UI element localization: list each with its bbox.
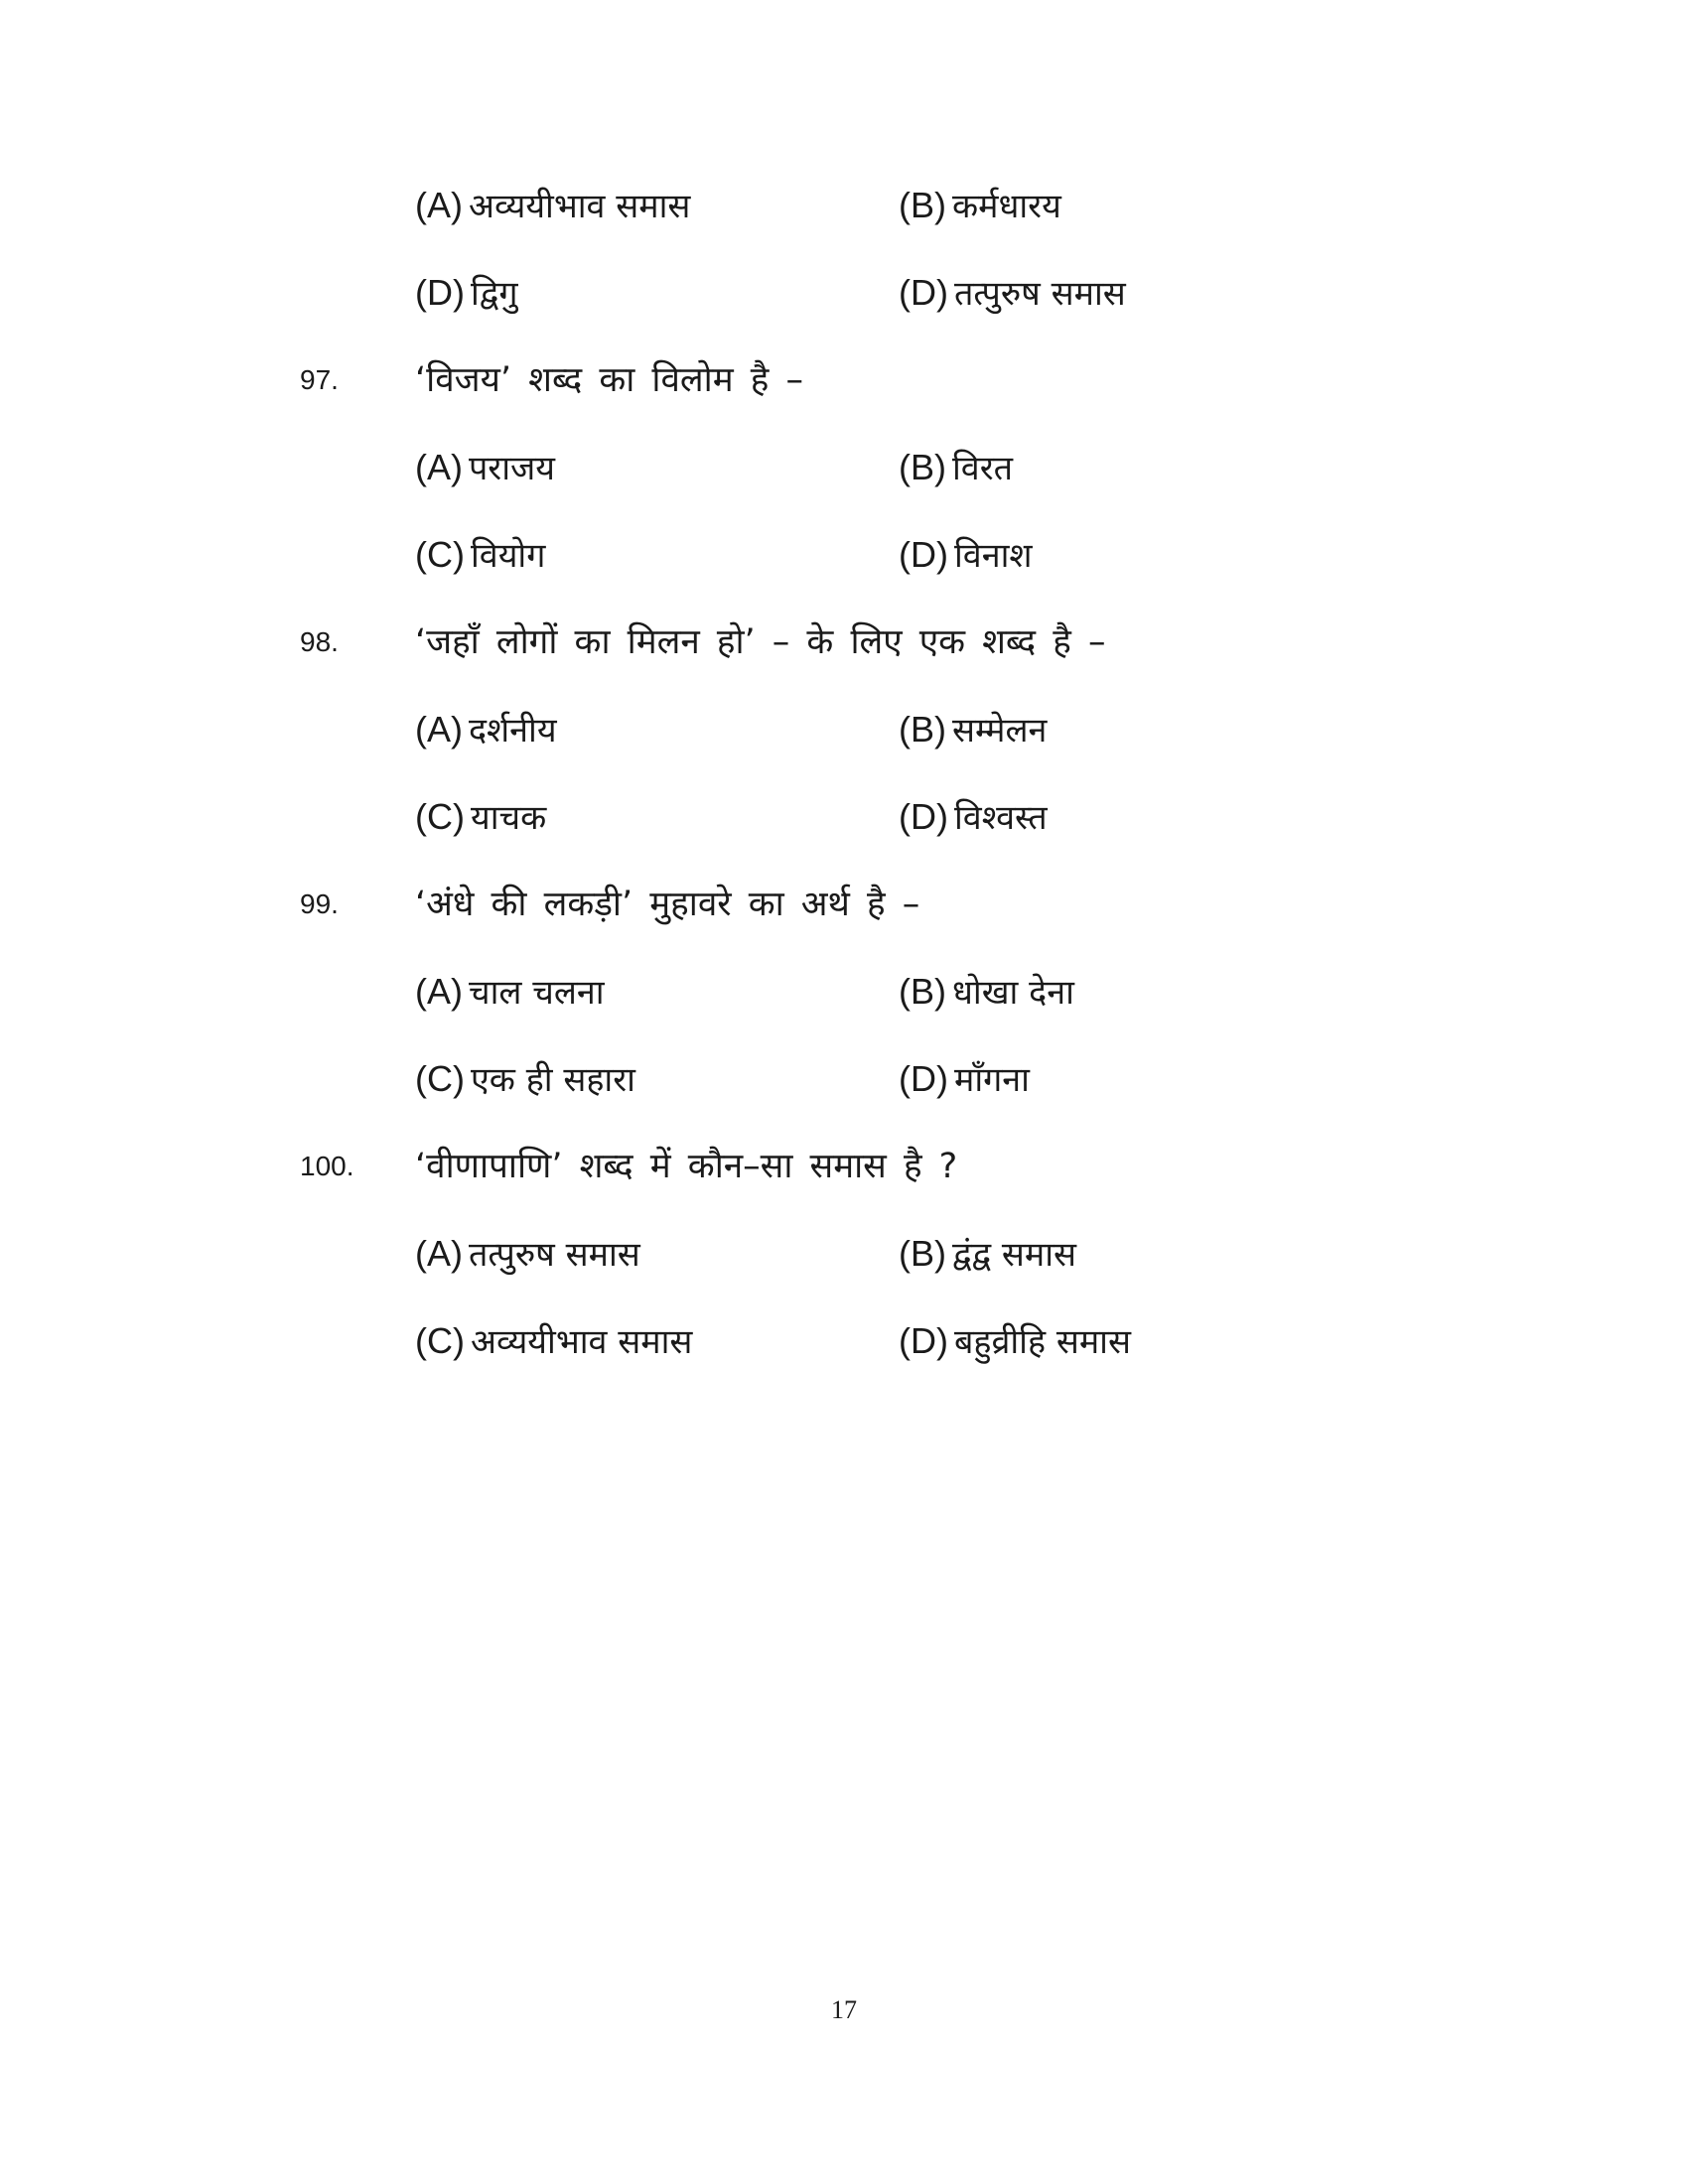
option-a [415, 1224, 640, 1284]
option-letter: (A) [415, 185, 463, 225]
option-letter: (C) [415, 534, 465, 575]
option-d [899, 1049, 1030, 1109]
option-text: कर्मधारय [952, 187, 1061, 226]
option-text: द्विगु [470, 274, 518, 314]
option-text: धोखा देना [952, 973, 1074, 1013]
option-d [899, 263, 1126, 323]
option-b [899, 176, 1061, 235]
option-letter: (D) [899, 534, 948, 575]
option-text: अव्ययीभाव समास [469, 187, 691, 226]
option-letter: (C) [415, 1058, 465, 1099]
option-text: दर्शनीय [469, 711, 557, 751]
page-number: 17 [831, 1995, 857, 2024]
option-text: एक ही सहारा [470, 1060, 635, 1100]
option-c [415, 525, 545, 585]
question-number: 100. [300, 1151, 354, 1181]
option-c [415, 263, 517, 323]
option-letter: (A) [415, 1233, 463, 1274]
option-letter: (D) [899, 272, 948, 313]
option-text: विनाश [953, 536, 1033, 576]
option-letter: (B) [899, 1233, 946, 1274]
option-letter: (B) [899, 447, 946, 487]
option-letter: (C) [415, 796, 465, 837]
option-a [415, 700, 557, 759]
option-letter: (A) [415, 709, 463, 750]
option-c [415, 1311, 692, 1371]
option-letter: (D) [899, 1320, 948, 1361]
question-text: ‘अंधे की लकड़ी’ मुहावरे का अर्थ है – [415, 885, 920, 924]
question-number: 98. [300, 626, 339, 657]
option-text: तत्पुरुष समास [469, 1235, 640, 1275]
option-text: सम्मेलन [952, 711, 1048, 751]
option-letter: (D) [415, 272, 465, 313]
question-number: 99. [300, 888, 339, 919]
option-d [899, 525, 1033, 585]
option-b [899, 1224, 1076, 1284]
option-letter: (A) [415, 971, 463, 1012]
question-text: ‘विजय’ शब्द का विलोम है – [415, 360, 803, 400]
option-letter: (D) [899, 1058, 948, 1099]
option-text: पराजय [469, 449, 555, 488]
option-d [899, 1311, 1131, 1371]
question-text: ‘वीणापाणि’ शब्द में कौन–सा समास है ? [415, 1147, 958, 1186]
option-text: द्वंद्व समास [952, 1235, 1077, 1275]
option-text: चाल चलना [469, 973, 605, 1013]
option-b [899, 962, 1074, 1022]
option-c [415, 1049, 635, 1109]
option-letter: (A) [415, 447, 463, 487]
option-text: बहुव्रीहि समास [953, 1322, 1131, 1362]
option-letter: (B) [899, 971, 946, 1012]
option-text: तत्पुरुष समास [953, 274, 1126, 314]
option-b [899, 700, 1047, 759]
option-d [899, 787, 1048, 847]
option-text: माँगना [953, 1060, 1030, 1100]
option-letter: (C) [415, 1320, 465, 1361]
option-text: वियोग [470, 536, 546, 576]
option-letter: (D) [899, 796, 948, 837]
option-c [415, 787, 546, 847]
option-text: विश्वस्त [953, 798, 1048, 838]
option-a [415, 438, 555, 497]
option-text: याचक [470, 798, 547, 838]
question-number: 97. [300, 364, 339, 395]
option-text: अव्ययीभाव समास [470, 1322, 693, 1362]
option-a [415, 962, 605, 1022]
option-b [899, 438, 1013, 497]
option-a [415, 176, 690, 235]
option-letter: (B) [899, 709, 946, 750]
option-text: विरत [952, 449, 1013, 488]
question-text: ‘जहाँ लोगों का मिलन हो’ – के लिए एक शब्द है – [415, 622, 1106, 662]
option-letter: (B) [899, 185, 946, 225]
